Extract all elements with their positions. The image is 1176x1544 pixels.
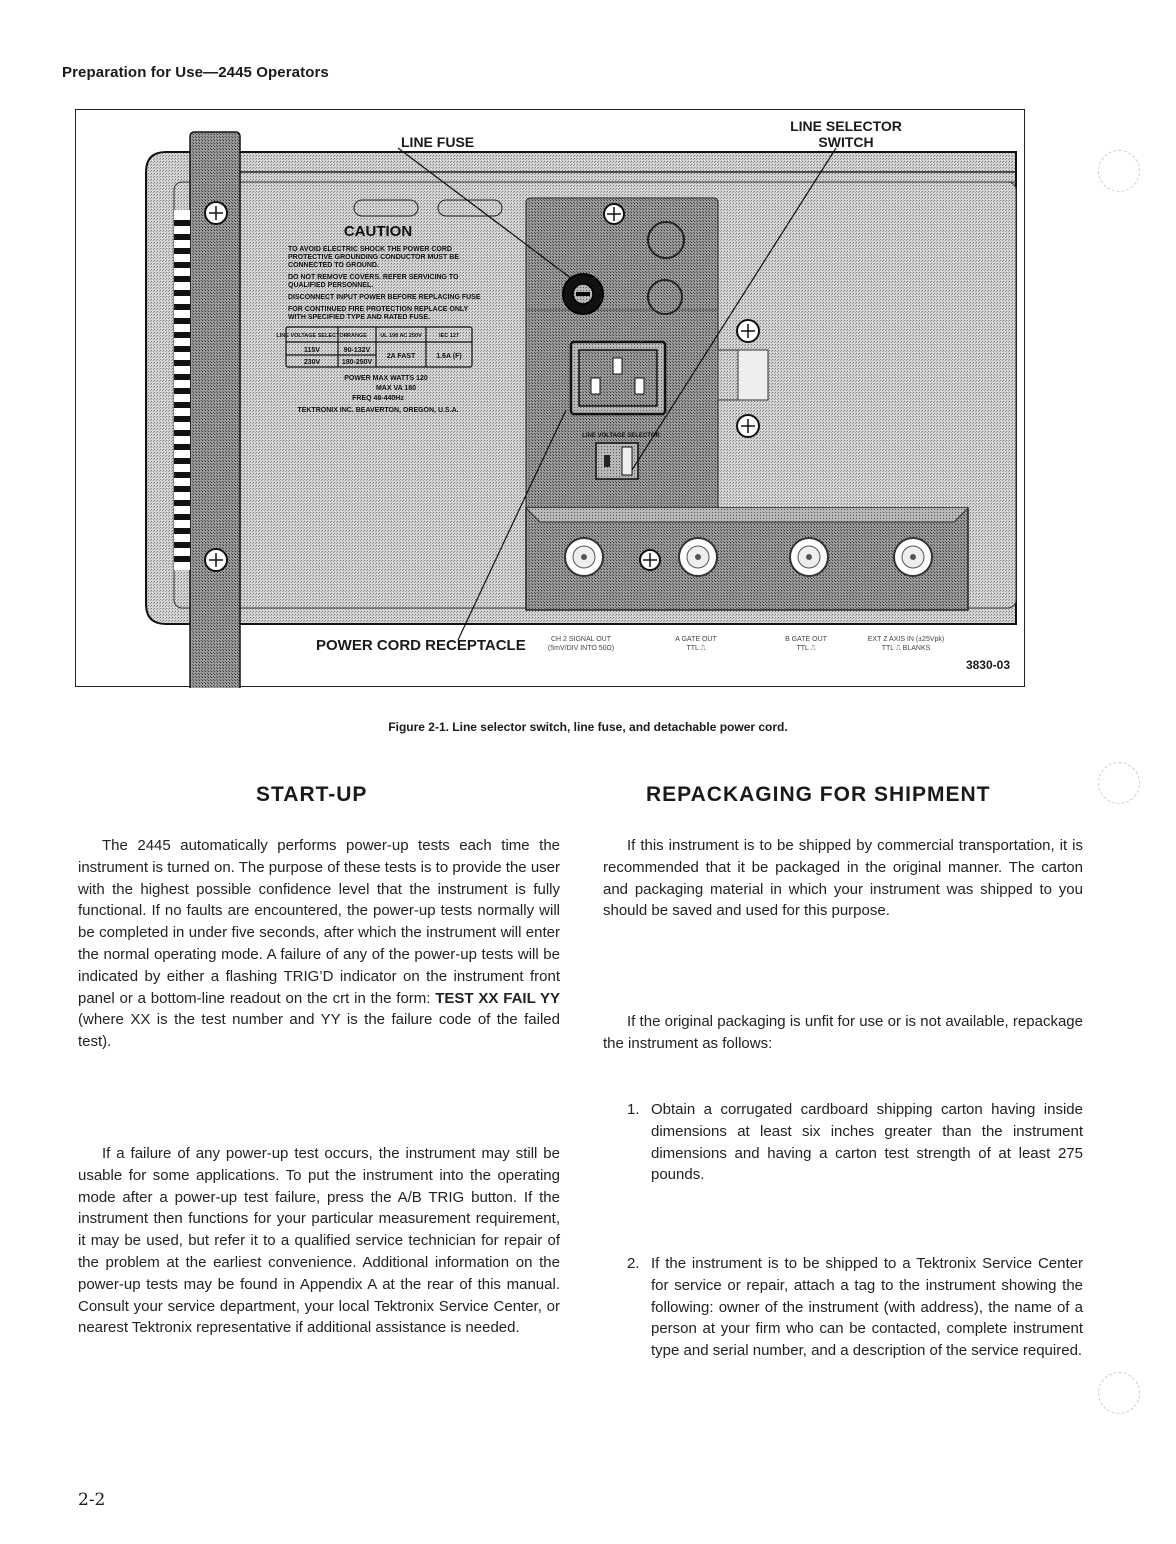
svg-text:IEC 127: IEC 127: [439, 333, 459, 339]
svg-text:CONNECTED TO GROUND.: CONNECTED TO GROUND.: [288, 262, 379, 269]
svg-text:WITH SPECIFIED TYPE AND RATED: WITH SPECIFIED TYPE AND RATED FUSE.: [288, 314, 430, 321]
callout-line-selector-switch: LINE SELECTOR SWITCH: [790, 118, 902, 150]
svg-text:230V: 230V: [303, 359, 321, 366]
punch-hole: [1098, 1372, 1140, 1414]
figure-id: 3830-03: [965, 658, 1010, 672]
label-ext-z-axis-in: EXT Z AXIS IN (±25Vpk) TTL ⎍ BLANKS: [867, 636, 945, 652]
rear-panel-illustration: [76, 110, 1026, 688]
page-number: 2-2: [78, 1490, 106, 1510]
figure-caption: Figure 2-1. Line selector switch, line fuse, and detachable power cord.: [388, 720, 788, 734]
screw-icon: [205, 202, 227, 224]
bnc-connector-b-gate-out: [790, 538, 828, 576]
screw-icon: [737, 415, 759, 437]
svg-text:UL 198 AC 250V: UL 198 AC 250V: [380, 333, 422, 339]
bnc-connector-ch2-signal-out: [565, 538, 603, 576]
bnc-connector-a-gate-out: [679, 538, 717, 576]
svg-text:115V: 115V: [304, 347, 320, 354]
figure-2-1: [75, 109, 1025, 687]
svg-text:RANGE: RANGE: [347, 333, 367, 339]
label-b-gate-out: B GATE OUT TTL ⎍: [785, 636, 827, 652]
label-ch2-signal-out: CH 2 SIGNAL OUT (5mV/DIV INTO 50Ω): [547, 636, 615, 652]
svg-text:POWER MAX WATTS 120: POWER MAX WATTS 120: [344, 375, 428, 382]
svg-text:TO AVOID ELECTRIC SHOCK THE PO: TO AVOID ELECTRIC SHOCK THE POWER CORD: [288, 246, 452, 253]
startup-paragraph-2: If a failure of any power-up test occurs, the instrument may still be usable for some applications. To put the instrument into the operating mode after a power-up test failure, press the A/B TRIG button. If the instrument then functions for your particular measurement requirement, it may be used, but refer it to a qualified service technician for repair of the problem at the earliest convenience. Additional information on the power-up tests may be found in Appendix A at the rear of this manual. Consult your service department, your local Tektronix Service Center, or nearest Tektronix representative if additional assistance is needed.: [78, 1145, 560, 1337]
callout-power-cord-receptacle: POWER CORD RECEPTACLE: [316, 637, 526, 654]
repackaging-body-2: [603, 1011, 1083, 1055]
svg-text:PROTECTIVE GROUNDING CONDUCTOR: PROTECTIVE GROUNDING CONDUCTOR MUST BE: [288, 254, 459, 261]
svg-text:1.6A (F): 1.6A (F): [436, 353, 462, 360]
svg-text:CAUTION: CAUTION: [343, 223, 413, 240]
svg-text:QUALIFIED PERSONNEL.: QUALIFIED PERSONNEL.: [288, 282, 374, 289]
repackaging-paragraph-2: If the original packaging is unfit for use or is not available, repackage the instrument as follows:: [603, 1013, 1083, 1052]
startup-paragraph-1: The 2445 automatically performs power-up tests each time the instrument is turned on. The purpose of these tests is to provide the user with the highest possible confidence level that the instrument is fully functional. If no faults are encountered, the power-up tests normally will be completed in under five seconds, after which the instrument will enter the normal operating mode. A failure of any of the power-up tests will be indicated by either a flashing TRIG’D indicator on the instrument front panel or a bottom-line readout on the crt in the form: TEST XX FAIL YY (where XX is the test number and YY is the failure code of the failed test).: [78, 837, 561, 1051]
repackaging-body-1: [603, 835, 1083, 922]
svg-text:MAX VA 180: MAX VA 180: [375, 385, 417, 392]
svg-text:2A FAST: 2A FAST: [386, 353, 416, 360]
repackaging-heading: REPACKAGING FOR SHIPMENT: [646, 783, 991, 806]
punch-hole: [1098, 150, 1140, 192]
screw-icon: [737, 320, 759, 342]
svg-text:LINE VOLTAGE SELECTOR: LINE VOLTAGE SELECTOR: [276, 333, 348, 339]
svg-text:DO NOT REMOVE COVERS. REFER SE: DO NOT REMOVE COVERS. REFER SERVICING TO: [288, 274, 459, 281]
bnc-connector-ext-z-axis-in: [894, 538, 932, 576]
startup-heading: START-UP: [256, 783, 368, 806]
screw-icon: [205, 549, 227, 571]
callout-line-fuse: LINE FUSE: [401, 134, 475, 150]
list-item: 2. If the instrument is to be shipped to a Tektronix Service Center for service or repair, attach a tag to the instrument showing the following: owner of the instrument (with address), the name of a person at your firm who can be contacted, complete instrument type and serial number, and a description of the service required.: [627, 1255, 1083, 1360]
svg-text:180-250V: 180-250V: [341, 359, 373, 366]
power-cord-receptacle: [571, 342, 665, 414]
startup-body: [78, 835, 560, 1053]
line-fuse-holder: [563, 274, 603, 314]
svg-text:LINE VOLTAGE SELECTOR: LINE VOLTAGE SELECTOR: [582, 433, 660, 439]
list-item: 1. Obtain a corrugated cardboard shipping carton having inside dimensions at least six inches greater than the instrument dimensions and having a carton test strength of at least 275 pounds.: [627, 1101, 1083, 1184]
repackaging-paragraph-1: If this instrument is to be shipped by commercial transportation, it is recommended that it be packaged in the original manner. The carton and packaging material in which your instrument was shipped to you should be saved and used for this purpose.: [603, 837, 1083, 920]
punch-hole: [1098, 762, 1140, 804]
svg-text:90-132V: 90-132V: [343, 347, 371, 354]
screw-icon: [640, 550, 660, 570]
svg-text:DISCONNECT INPUT POWER BEFORE: DISCONNECT INPUT POWER BEFORE REPLACING FUSE: [288, 294, 481, 301]
svg-text:FREQ 48-440Hz: FREQ 48-440Hz: [352, 395, 404, 402]
label-a-gate-out: A GATE OUT TTL ⎍: [675, 636, 717, 652]
startup-body-2: [78, 1143, 560, 1339]
running-head: Preparation for Use—2445 Operators: [62, 64, 329, 81]
svg-text:TEKTRONIX INC. BEAVERTON, OREG: TEKTRONIX INC. BEAVERTON, OREGON, U.S.A.: [297, 407, 459, 414]
screw-icon: [604, 204, 624, 224]
svg-text:FOR CONTINUED FIRE PROTECTION: FOR CONTINUED FIRE PROTECTION REPLACE ONLY: [288, 306, 469, 313]
